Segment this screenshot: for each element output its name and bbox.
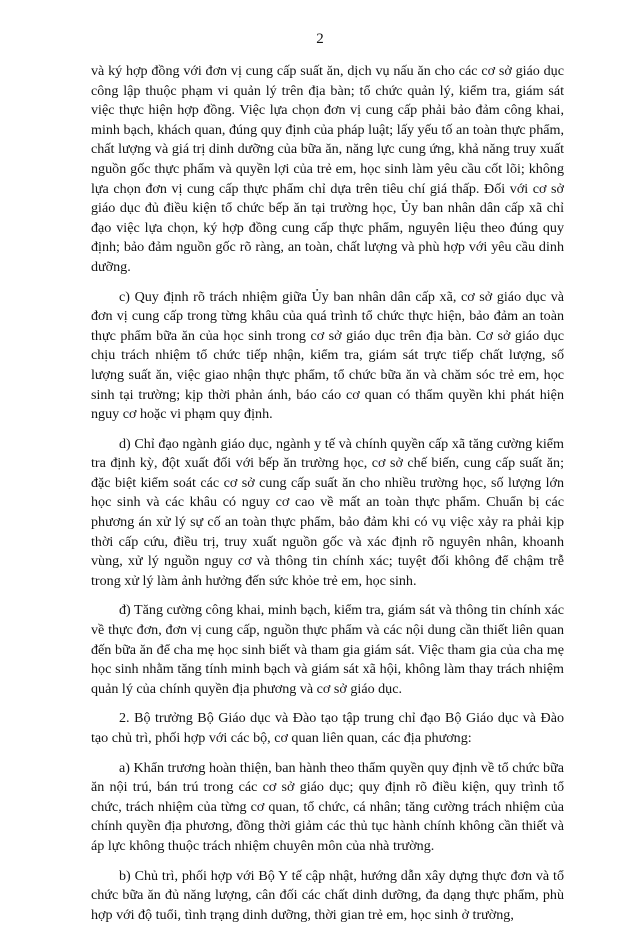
paragraph-c-responsibility: c) Quy định rõ trách nhiệm giữa Ủy ban nhân dân cấp xã, cơ sở giáo dục và đơn vị cung cấp trong từng khâu của quá trình tổ chức thực hiện, bảo đảm an toàn thực phẩm bữa ăn của học sinh trong cơ sở giáo dục trên địa bàn. Cơ sở giáo dục chịu trách nhiệm tổ chức tiếp nhận, kiểm tra, giám sát trực tiếp chất lượng, số lượng suất ăn, việc giao nhận thực phẩm, tổ chức bữa ăn và chăm sóc trẻ em, học sinh tại trường; kịp thời phản ánh, báo cáo cơ quan có thẩm quyền khi phát hiện nguy cơ hoặc vi phạm quy định. <box>91 288 564 423</box>
paragraph-2-ministry: 2. Bộ trưởng Bộ Giáo dục và Đào tạo tập trung chỉ đạo Bộ Giáo dục và Đào tạo chủ trì, phối hợp với các bộ, cơ quan liên quan, các địa phương: <box>91 710 564 746</box>
paragraph-d-inspection: d) Chỉ đạo ngành giáo dục, ngành y tế và chính quyền cấp xã tăng cường kiểm tra định kỳ, đột xuất đối với bếp ăn trường học, cơ sở chế biến, cung cấp suất ăn; đặc biệt kiểm soát các cơ sở cung cấp suất ăn cho nhiều trường học, số lượng lớn học sinh và các khâu có nguy cơ cao về mất an toàn thực phẩm. Chuẩn bị các phương án xử lý sự cố an toàn thực phẩm, bảo đảm khi có vụ việc xảy ra phải kịp thời cấp cứu, điều trị, truy xuất nguồn gốc và xác định rõ nguyên nhân, khoanh vùng, xử lý nguồn nguy cơ và thông tin chính xác; tuyệt đối không để chậm trễ trong xử lý làm ảnh hưởng đến sức khỏe trẻ em, học sinh. <box>91 435 564 589</box>
page-number: 2 <box>316 31 324 47</box>
paragraph-contract-continuation: và ký hợp đồng với đơn vị cung cấp suất ăn, dịch vụ nấu ăn cho các cơ sở giáo dục công lập thuộc phạm vi quản lý trên địa bàn; tổ chức quản lý, kiểm tra, giám sát việc thực hiện hợp đồng. Việc lựa chọn đơn vị cung cấp phải bảo đảm công khai, minh bạch, khách quan, đúng quy định của pháp luật; lấy yếu tố an toàn thực phẩm, chất lượng và giá trị dinh dưỡng của bữa ăn, năng lực cung ứng, khả năng truy xuất nguồn gốc thực phẩm và quyền lợi của trẻ em, học sinh làm yêu cầu cốt lõi; không lựa chọn đơn vị cung cấp thực phẩm chỉ dựa trên tiêu chí giá thấp. Đối với cơ sở giáo dục đủ điều kiện tổ chức bếp ăn tại trường học, Ủy ban nhân dân cấp xã chỉ đạo việc lựa chọn, ký hợp đồng cung cấp thực phẩm, nguyên liệu theo đúng quy định; bảo đảm nguồn gốc rõ ràng, an toàn, chất lượng và phù hợp với yêu cầu dinh dưỡng. <box>91 63 564 275</box>
document-body <box>91 62 564 935</box>
paragraph-dd-transparency: đ) Tăng cường công khai, minh bạch, kiểm tra, giám sát và thông tin chính xác về thực đơn, đơn vị cung cấp, nguồn thực phẩm và các nội dung cần thiết liên quan đến bữa ăn để cha mẹ học sinh biết và tham gia giám sát. Việc tham gia của cha mẹ học sinh nhằm tăng tính minh bạch và giám sát xã hội, không làm thay trách nhiệm quản lý của chính quyền địa phương và cơ sở giáo dục. <box>91 602 564 697</box>
paragraph-a-regulation: a) Khẩn trương hoàn thiện, ban hành theo thẩm quyền quy định về tổ chức bữa ăn nội trú, bán trú trong các cơ sở giáo dục; quy định rõ điều kiện, quy trình tổ chức, trách nhiệm của từng cơ quan, tổ chức, cá nhân; tăng cường trách nhiệm của chính quyền địa phương, đồng thời giảm các thủ tục hành chính không cần thiết và áp lực không thuộc trách nhiệm chuyên môn của nhà trường. <box>91 759 564 854</box>
paragraph-b-menu: b) Chủ trì, phối hợp với Bộ Y tế cập nhật, hướng dẫn xây dựng thực đơn và tổ chức bữa ăn đủ năng lượng, cân đối các chất dinh dưỡng, đa dạng thực phẩm, phù hợp với độ tuổi, tình trạng dinh dưỡng, thời gian trẻ em, học sinh ở trường, <box>91 867 564 923</box>
